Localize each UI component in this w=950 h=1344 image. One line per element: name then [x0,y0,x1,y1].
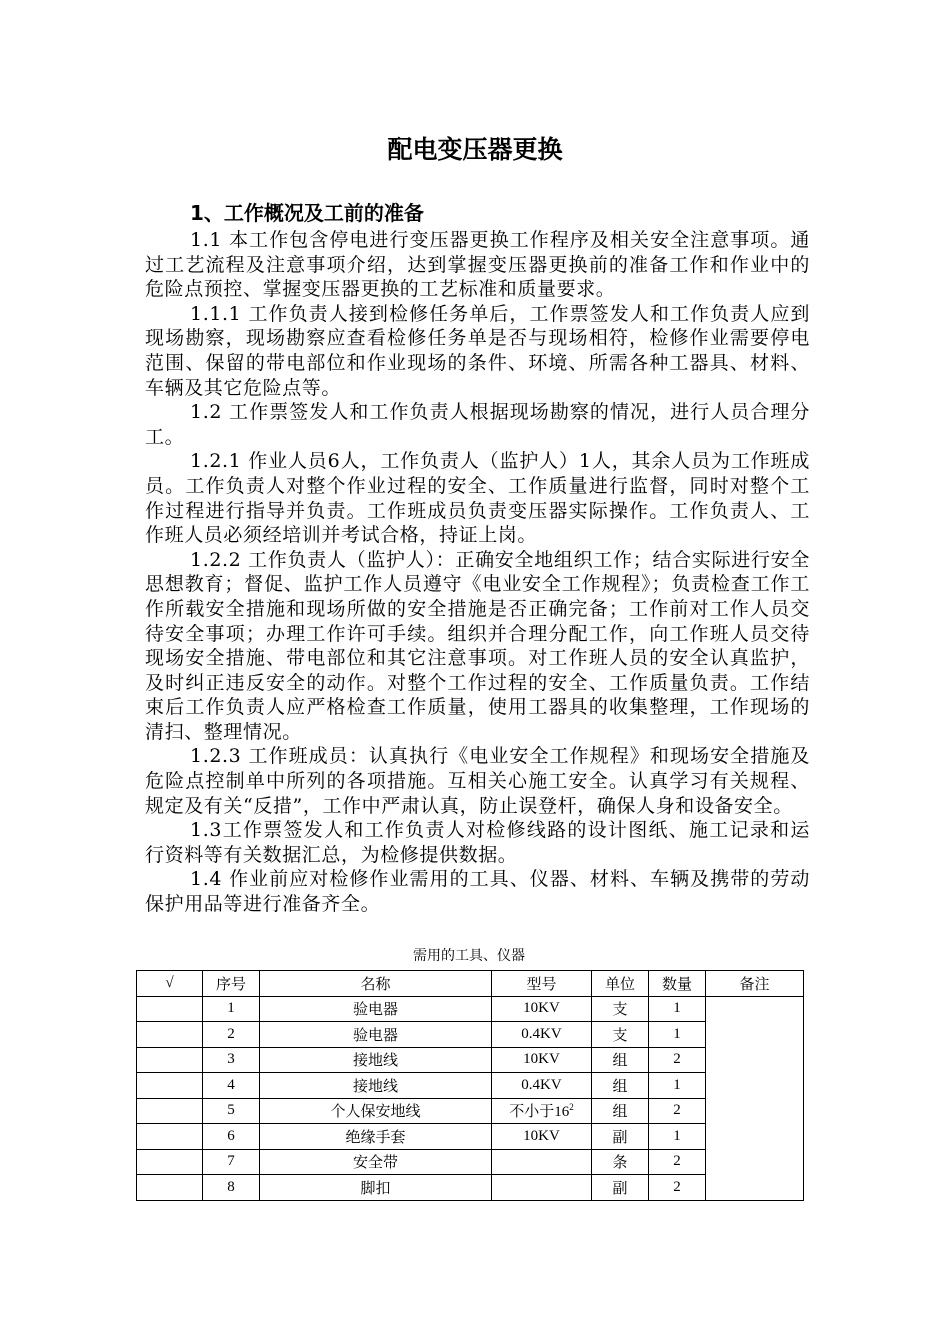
name-cell: 验电器 [260,996,492,1022]
paragraph: 1.2.2 工作负责人（监护人）：正确安全地组织工作；结合实际进行安全思想教育；督促、监护工作人员遵守《电业安全工作规程》；负责检查工作工作所载安全措施和现场所做的安全措施是否正确完备；工作前对工作人员交待安全事项；办理工作许可手续。组织并合理分配工作，向工作班人员交待现场安全措施、带电部位和其它注意事项。对工作班人员的安全认真监护，及时纠正违反安全的动作。对整个工作过程的安全、工作质量负责。工作结束后工作负责人应严格检查工作质量，使用工器具的收集整理，工作现场的清扫、整理情况。 [145,548,810,743]
table-row [137,996,804,1022]
remarks-cell [706,996,804,1200]
unit-cell: 组 [592,1098,649,1124]
model-cell: 10KV [492,996,592,1022]
model-cell: 0.4KV [492,1022,592,1048]
column-header-number: 序号 [203,971,260,997]
section-heading: 1、工作概况及工前的准备 [190,201,424,225]
quantity-cell: 1 [649,1124,706,1150]
paragraph: 1.1.1 工作负责人接到检修任务单后，工作票签发人和工作负责人应到现场勘察，现场勘察应查看检修任务单是否与现场相符，检修作业需要停电范围、保留的带电部位和作业现场的条件、环境、所需各种工器具、材料、车辆及其它危险点等。 [145,302,810,399]
paragraph: 1.2.3 工作班成员：认真执行《电业安全工作规程》和现场安全措施及危险点控制单中所列的各项措施。互相关心施工安全。认真学习有关规程、规定及有关“反措”，工作中严肃认真，防止误登杆，确保人身和设备安全。 [145,745,810,817]
model-cell [492,1149,592,1175]
table-row [137,1175,804,1201]
number-cell: 6 [203,1124,260,1150]
unit-cell: 组 [592,1073,649,1099]
model-cell: 0.4KV [492,1073,592,1099]
paragraph: 1.1 本工作包含停电进行变压器更换工作程序及相关安全注意事项。通过工艺流程及注意事项介绍，达到掌握变压器更换前的准备工作和作业中的危险点预控、掌握变压器更换的工艺标准和质量要求。 [145,229,810,301]
name-cell: 接地线 [260,1047,492,1073]
name-cell: 验电器 [260,1022,492,1048]
unit-cell: 支 [592,1022,649,1048]
column-header-unit: 单位 [592,971,649,997]
tools-table [136,970,804,1201]
document-title: 配电变压器更换 [387,135,563,164]
model-value: 不小于16 [509,1104,570,1121]
table-header-row [137,971,804,997]
quantity-cell: 1 [649,1073,706,1099]
name-cell: 接地线 [260,1073,492,1099]
name-cell: 脚扣 [260,1175,492,1201]
unit-cell: 支 [592,996,649,1022]
table-row [137,1047,804,1073]
unit-cell: 副 [592,1124,649,1150]
table-row [137,1149,804,1175]
check-cell [137,1149,203,1175]
paragraph: 1.4 作业前应对检修作业需用的工具、仪器、材料、车辆及携带的劳动保护用品等进行准备齐全。 [145,868,810,916]
column-header-model: 型号 [492,971,592,997]
number-cell: 2 [203,1022,260,1048]
column-header-remarks: 备注 [706,971,804,997]
check-cell [137,1073,203,1099]
table-caption: 需用的工具、仪器 [413,948,525,964]
quantity-cell: 2 [649,1175,706,1201]
quantity-cell: 1 [649,1022,706,1048]
quantity-cell: 1 [649,996,706,1022]
model-cell: 10KV [492,1124,592,1150]
paragraph: 1.2.1 作业人员6人，工作负责人（监护人）1人，其余人员为工作班成员。工作负责人对整个作业过程的安全、工作质量进行监督，同时对整个工作过程进行指导并负责。工作班成员负责变压器实际操作。工作负责人、工作班人员必须经培训并考试合格，持证上岗。 [145,450,810,547]
name-cell: 绝缘手套 [260,1124,492,1150]
name-cell: 安全带 [260,1149,492,1175]
body-text [145,228,810,917]
check-cell [137,1175,203,1201]
unit-cell: 条 [592,1149,649,1175]
column-header-quantity: 数量 [649,971,706,997]
quantity-cell: 2 [649,1098,706,1124]
number-cell: 5 [203,1098,260,1124]
column-header-name: 名称 [260,971,492,997]
table-row [137,1022,804,1048]
number-cell: 4 [203,1073,260,1099]
paragraph: 1.3工作票签发人和工作负责人对检修线路的设计图纸、施工记录和运行资料等有关数据汇总，为检修提供数据。 [145,819,810,866]
model-cell: 10KV [492,1047,592,1073]
paragraph: 1.2 工作票签发人和工作负责人根据现场勘察的情况，进行人员合理分工。 [145,401,810,448]
check-cell [137,1022,203,1048]
name-cell: 个人保安地线 [260,1098,492,1124]
table-row [137,1073,804,1099]
column-header-check: √ [137,971,203,997]
unit-cell: 组 [592,1047,649,1073]
unit-cell: 副 [592,1175,649,1201]
check-cell [137,1098,203,1124]
model-cell [492,1175,592,1201]
number-cell: 7 [203,1149,260,1175]
number-cell: 3 [203,1047,260,1073]
table-row [137,1124,804,1150]
quantity-cell: 2 [649,1047,706,1073]
quantity-cell: 2 [649,1149,706,1175]
model-cell [492,1098,592,1124]
check-cell [137,996,203,1022]
check-cell [137,1124,203,1150]
number-cell: 1 [203,996,260,1022]
number-cell: 8 [203,1175,260,1201]
table-row [137,1098,804,1124]
model-superscript: 2 [569,1102,574,1113]
check-cell [137,1047,203,1073]
